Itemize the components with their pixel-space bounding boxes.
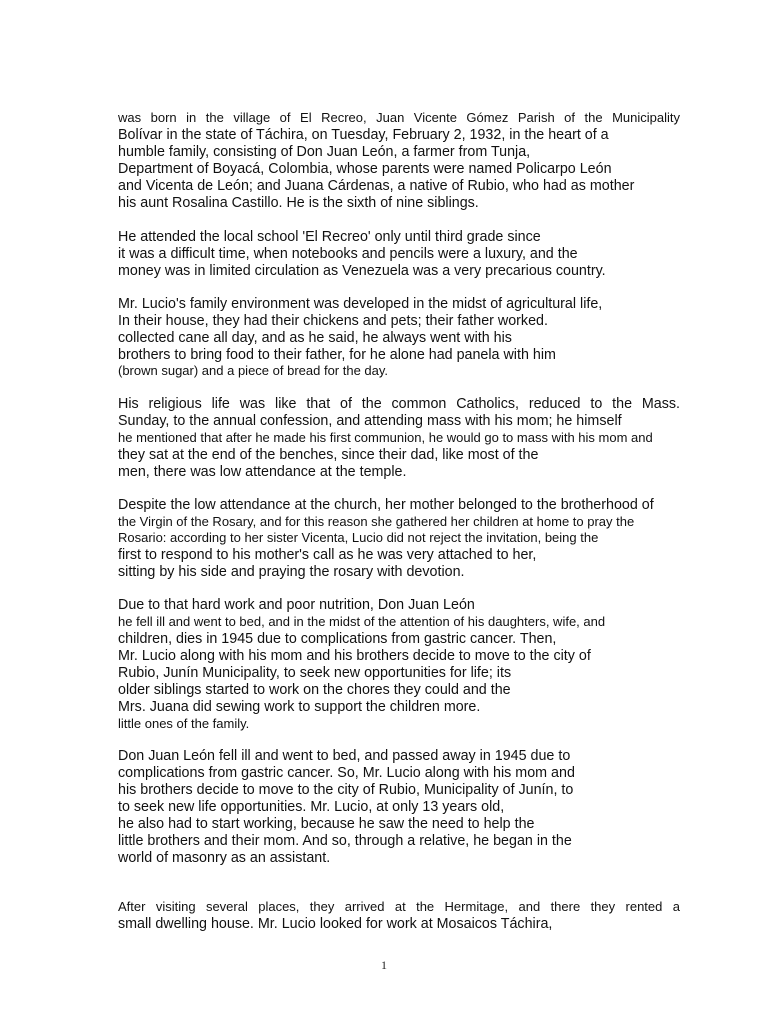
text-line: Due to that hard work and poor nutrition, Don Juan León xyxy=(118,597,475,613)
text-line: was born in the village of El Recreo, Juan Vicente Gómez Parish of the Municipality xyxy=(118,110,680,125)
text-line: he fell ill and went to bed, and in the midst of the attention of his daughters, wife, and xyxy=(118,614,606,629)
text-line: brothers to bring food to their father, for he alone had panela with him xyxy=(118,347,556,363)
text-line: Don Juan León fell ill and went to bed, and passed away in 1945 due to xyxy=(118,748,571,764)
text-line: his aunt Rosalina Castillo. He is the sixth of nine siblings. xyxy=(118,195,479,211)
text-line: money was in limited circulation as Venezuela was a very precarious country. xyxy=(118,263,606,279)
text-line: sitting by his side and praying the rosary with devotion. xyxy=(118,564,465,580)
text-line: his brothers decide to move to the city of Rubio, Municipality of Junín, to xyxy=(118,782,574,798)
text-line: first to respond to his mother's call as he was very attached to her, xyxy=(118,547,537,563)
text-line: Mrs. Juana did sewing work to support the children more. xyxy=(118,699,481,715)
text-line: collected cane all day, and as he said, he always went with his xyxy=(118,330,512,346)
text-line: men, there was low attendance at the temple. xyxy=(118,464,407,480)
text-line: Sunday, to the annual confession, and attending mass with his mom; he himself xyxy=(118,413,622,429)
text-line: He attended the local school 'El Recreo' only until third grade since xyxy=(118,229,541,245)
text-line: His religious life was like that of the common Catholics, reduced to the Mass. xyxy=(118,396,680,412)
text-line: children, dies in 1945 due to complications from gastric cancer. Then, xyxy=(118,631,557,647)
text-line: it was a difficult time, when notebooks and pencils were a luxury, and the xyxy=(118,246,578,262)
text-line: Mr. Lucio along with his mom and his brothers decide to move to the city of xyxy=(118,648,591,664)
text-line: he mentioned that after he made his first communion, he would go to mass with his mom and xyxy=(118,430,653,445)
text-line: they sat at the end of the benches, since their dad, like most of the xyxy=(118,447,539,463)
text-line: Rosario: according to her sister Vicenta, Lucio did not reject the invitation, being the xyxy=(118,530,599,545)
text-line: little brothers and their mom. And so, through a relative, he began in the xyxy=(118,833,572,849)
text-line: Bolívar in the state of Táchira, on Tuesday, February 2, 1932, in the heart of a xyxy=(118,127,609,143)
text-line: Mr. Lucio's family environment was developed in the midst of agricultural life, xyxy=(118,296,603,312)
text-line: Rubio, Junín Municipality, to seek new opportunities for life; its xyxy=(118,665,512,681)
text-line: world of masonry as an assistant. xyxy=(118,850,331,866)
text-line: little ones of the family. xyxy=(118,716,250,731)
text-line: and Vicenta de León; and Juana Cárdenas, a native of Rubio, who had as mother xyxy=(118,178,635,194)
text-line: Despite the low attendance at the church, her mother belonged to the brotherhood of xyxy=(118,497,654,513)
page-number: 1 xyxy=(381,958,387,972)
text-line: humble family, consisting of Don Juan León, a farmer from Tunja, xyxy=(118,144,531,160)
text-line: Department of Boyacá, Colombia, whose parents were named Policarpo León xyxy=(118,161,612,177)
text-line: small dwelling house. Mr. Lucio looked for work at Mosaicos Táchira, xyxy=(118,916,553,932)
text-line: complications from gastric cancer. So, Mr. Lucio along with his mom and xyxy=(118,765,575,781)
text-line: he also had to start working, because he saw the need to help the xyxy=(118,816,535,832)
text-line: In their house, they had their chickens and pets; their father worked. xyxy=(118,313,548,329)
text-line: After visiting several places, they arrived at the Hermitage, and there they rented a xyxy=(118,899,680,914)
text-line: older siblings started to work on the chores they could and the xyxy=(118,682,511,698)
text-line: the Virgin of the Rosary, and for this reason she gathered her children at home to pray the xyxy=(118,514,635,529)
text-line: (brown sugar) and a piece of bread for the day. xyxy=(118,363,389,378)
text-line: to seek new life opportunities. Mr. Lucio, at only 13 years old, xyxy=(118,799,505,815)
